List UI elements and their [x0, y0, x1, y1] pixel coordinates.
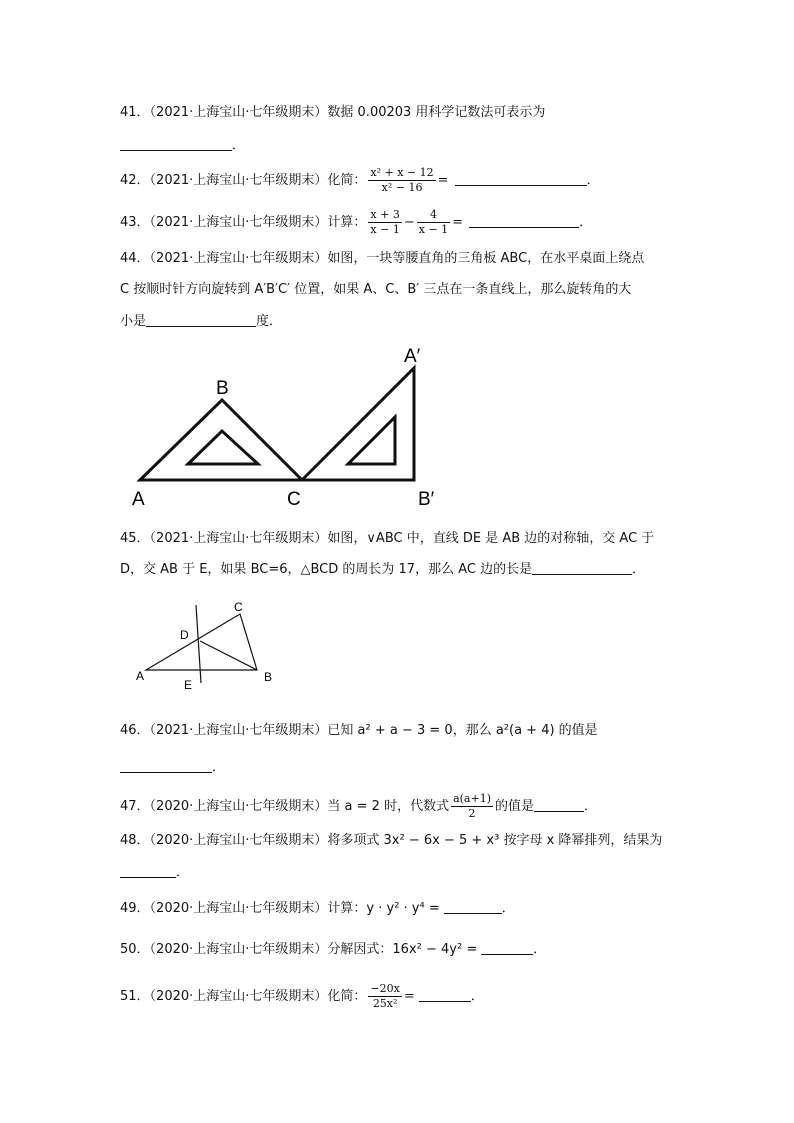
question-number: 49． [120, 901, 150, 916]
question-source: （2021·上海宝山·七年级期末） [149, 173, 328, 188]
fraction [451, 792, 493, 821]
triangle-abc-inner [188, 431, 258, 464]
question-number: 42． [120, 173, 150, 188]
question-42 [120, 166, 600, 195]
numerator: x² + x − 12 [370, 166, 434, 179]
question-source: （2021·上海宝山·七年级期末） [149, 105, 328, 120]
answer-blank[interactable] [469, 213, 579, 228]
question-number: 43． [120, 215, 150, 230]
question-text: 度． [256, 314, 283, 329]
period: ． [584, 799, 598, 814]
answer-blank[interactable] [481, 940, 533, 955]
answer-blank[interactable] [146, 312, 256, 327]
fraction [368, 166, 435, 195]
denominator: 25x² [372, 997, 398, 1010]
minus-sign: − [403, 215, 415, 230]
equals-sign: = [452, 215, 464, 230]
question-50 [120, 940, 546, 960]
question-text: 化简： [327, 173, 367, 188]
label-b-prime: B′ [418, 489, 435, 510]
label-b: B [264, 670, 273, 684]
question-source: （2020·上海宝山·七年级期末） [149, 989, 328, 1004]
question-48 [120, 831, 662, 851]
equals-sign: = [437, 173, 449, 188]
question-text: 当 a = 2 时，代数式 [327, 799, 450, 814]
question-text: 的值是 [495, 799, 535, 814]
answer-blank[interactable] [534, 797, 584, 812]
period: ． [212, 760, 226, 775]
question-44-line2: C 按顺时针方向旋转到 A′B′C′ 位置，如果 A、C、B′ 三点在一条直线上，那么旋转角的大 [120, 282, 632, 297]
answer-blank[interactable] [444, 899, 502, 914]
period: ． [176, 865, 190, 880]
question-text: 计算：y · y² · y⁴ = [327, 901, 440, 916]
question-text: 数据 0.00203 用科学记数法可表示为 [327, 105, 546, 120]
denominator: 2 [468, 807, 476, 820]
answer-blank[interactable] [120, 758, 212, 773]
question-51 [120, 982, 484, 1011]
question-number: 46． [120, 723, 150, 738]
period: ． [632, 562, 646, 577]
answer-line-46 [120, 758, 225, 778]
question-source: （2021·上海宝山·七年级期末） [149, 251, 328, 266]
denominator: x − 1 [418, 223, 449, 236]
question-text: 如图，∨ABC 中，直线 DE 是 AB 边的对称轴，交 AC 于 [327, 531, 655, 546]
period: ． [232, 138, 246, 153]
numerator: 4 [417, 208, 450, 223]
label-a-prime: A′ [404, 346, 421, 367]
question-source: （2021·上海宝山·七年级期末） [149, 723, 328, 738]
question-text: 如图，一块等腰直角的三角板 ABC，在水平桌面上绕点 [327, 251, 645, 266]
question-49 [120, 899, 515, 919]
question-47 [120, 792, 597, 821]
question-text: 化简： [327, 989, 367, 1004]
axis-de [196, 605, 201, 683]
fraction [368, 982, 401, 1011]
question-text: 将多项式 3x² − 6x − 5 + x³ 按字母 x 降幂排列，结果为 [327, 833, 663, 848]
question-source: （2020·上海宝山·七年级期末） [149, 833, 328, 848]
answer-line-48 [120, 863, 189, 883]
label-c: C [234, 600, 243, 614]
fraction [417, 208, 450, 237]
period: ． [579, 215, 593, 230]
numerator: a(a+1) [453, 792, 491, 805]
question-source: （2020·上海宝山·七年级期末） [149, 901, 328, 916]
numerator: x + 3 [370, 208, 400, 221]
question-text: 分解因式：16x² − 4y² = [327, 942, 478, 957]
question-text: 计算： [327, 215, 367, 230]
question-source: （2021·上海宝山·七年级期末） [149, 215, 328, 230]
label-a: A [132, 489, 145, 510]
question-source: （2020·上海宝山·七年级期末） [149, 942, 328, 957]
question-43 [120, 208, 592, 237]
label-d: D [180, 628, 189, 642]
question-46 [120, 721, 598, 741]
question-45 [120, 529, 654, 549]
answer-blank[interactable] [120, 136, 232, 151]
question-number: 51． [120, 989, 150, 1004]
question-text: 已知 a² + a − 3 = 0，那么 a²(a + 4) 的值是 [327, 723, 598, 738]
triangle-a2b2c-inner [348, 417, 395, 464]
label-e: E [184, 678, 193, 692]
question-45-line2 [120, 560, 645, 580]
numerator: −20x [370, 982, 400, 995]
label-a: A [136, 669, 145, 683]
answer-line-41 [120, 136, 245, 156]
question-number: 41． [120, 105, 150, 120]
segment-db [200, 641, 257, 670]
answer-blank[interactable] [455, 171, 587, 186]
question-44-line3 [120, 312, 282, 332]
question-source: （2020·上海宝山·七年级期末） [149, 799, 328, 814]
question-text: D，交 AB 于 E，如果 BC=6，△BCD 的周长为 17，那么 AC 边的长是 [120, 562, 533, 577]
answer-blank[interactable] [532, 560, 632, 575]
question-44 [120, 249, 644, 269]
equals-sign: = [403, 989, 415, 1004]
label-b: B [216, 378, 229, 399]
period: ． [586, 173, 600, 188]
answer-blank[interactable] [419, 987, 471, 1002]
question-number: 47． [120, 799, 150, 814]
question-number: 44． [120, 251, 150, 266]
question-number: 48． [120, 833, 150, 848]
figure-44-triangles [120, 340, 450, 515]
label-c: C [287, 489, 301, 510]
question-number: 45． [120, 531, 150, 546]
figure-45-triangle [130, 595, 290, 695]
triangle-abc [140, 400, 302, 480]
answer-blank[interactable] [120, 863, 176, 878]
denominator: x² − 16 [381, 181, 423, 194]
fraction [368, 208, 401, 237]
period: ． [533, 942, 547, 957]
question-41 [120, 103, 545, 123]
period: ． [501, 901, 515, 916]
period: ． [470, 989, 484, 1004]
denominator: x − 1 [370, 223, 400, 236]
question-source: （2021·上海宝山·七年级期末） [149, 531, 328, 546]
question-text: 小是 [120, 314, 147, 329]
question-number: 50． [120, 942, 150, 957]
